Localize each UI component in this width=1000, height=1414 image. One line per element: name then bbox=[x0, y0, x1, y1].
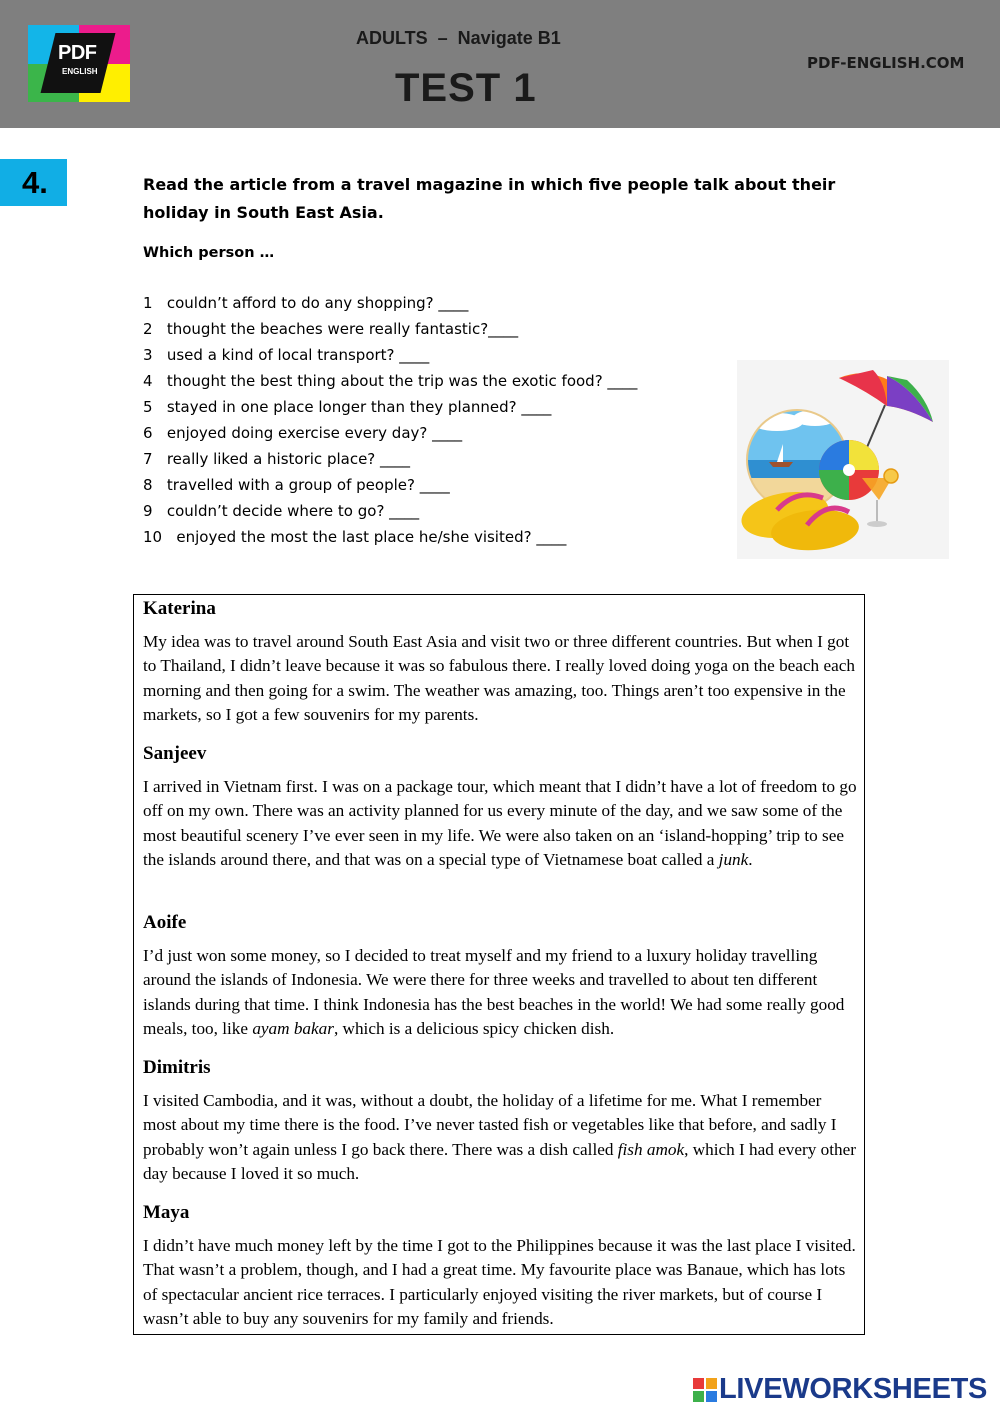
italic-term: ayam bakar bbox=[252, 1019, 334, 1039]
question-item: 2 thought the beaches were really fantastic?____ bbox=[143, 320, 519, 338]
person-text bbox=[143, 765, 859, 873]
exercise-prompt: Which person … bbox=[143, 245, 275, 261]
exercise-number: 4. bbox=[22, 165, 48, 200]
person-name: Aoife bbox=[143, 912, 187, 933]
person-section bbox=[143, 1057, 859, 1187]
beach-illustration bbox=[737, 360, 949, 559]
question-item: 9 couldn’t decide where to go? ____ bbox=[143, 502, 420, 520]
liveworksheets-grid-icon bbox=[693, 1378, 717, 1402]
header-subtitle: ADULTS – Navigate B1 bbox=[356, 28, 561, 48]
person-section bbox=[143, 598, 859, 728]
exercise-instruction: Read the article from a travel magazine in which five people talk about their holiday in South East Asia. bbox=[143, 175, 836, 222]
person-text-part: , which is a delicious spicy chicken dish. bbox=[333, 1019, 615, 1039]
question-item: 4 thought the best thing about the trip was the exotic food? ____ bbox=[143, 372, 638, 390]
logo-text-english: ENGLISH bbox=[62, 67, 98, 76]
question-item: 3 used a kind of local transport? ____ bbox=[143, 346, 430, 364]
question-item: 6 enjoyed doing exercise every day? ____ bbox=[143, 424, 463, 442]
person-section bbox=[143, 912, 859, 1042]
person-section bbox=[143, 743, 859, 873]
italic-term: fish amok bbox=[617, 1139, 685, 1159]
site-name: PDF-ENGLISH.COM bbox=[807, 54, 965, 72]
person-text: I didn’t have much money left by the time I got to the Philippines because it was the last place I visited. That wasn’t a problem, though, and I had a great time. My favourite place was Banaue, which has lots of spectacular ancient rice terraces. I particularly enjoyed visiting the river markets, but of course I wasn’t able to buy any souvenirs for my family and friends. bbox=[143, 1236, 856, 1329]
question-item: 10 enjoyed the most the last place he/she visited? ____ bbox=[143, 528, 567, 546]
article-box bbox=[133, 594, 865, 1335]
logo-text-pdf: PDF bbox=[58, 42, 97, 64]
person-name: Maya bbox=[143, 1202, 190, 1223]
exercise-number-badge bbox=[0, 159, 67, 206]
liveworksheets-brand: LIVEWORKSHEETS bbox=[719, 1373, 988, 1405]
question-item: 7 really liked a historic place? ____ bbox=[143, 450, 411, 468]
person-text-part: I arrived in Vietnam first. I was on a package tour, which meant that I didn’t have a lot of freedom to go off on my own. There was an activity planned for us every minute of the day, and we saw some of the most beautiful scenery I’ve ever seen in my life. We were also taken on an ‘island-hopping’ trip to see the islands around there, and that was on a special type of Vietnamese boat called a bbox=[143, 777, 857, 870]
person-text-part: . bbox=[748, 850, 753, 870]
person-section bbox=[143, 1202, 859, 1332]
page-title: TEST 1 bbox=[395, 66, 537, 110]
person-text: My idea was to travel around South East Asia and visit two or three different countries. But when I got to Thailand, I didn’t leave because it was so fabulous there. I really loved doing yoga on the beach each morning and then going for a swim. The weather was amazing, too. Things aren’t too expensive in the markets, so I got a few souvenirs for my parents. bbox=[143, 632, 855, 725]
person-name: Dimitris bbox=[143, 1057, 211, 1078]
question-item: 1 couldn’t afford to do any shopping? ____ bbox=[143, 294, 469, 312]
person-text-part: I’d just won some money, so I decided to treat myself and my friend to a luxury holiday travelling around the islands of Indonesia. We were there for three weeks and travelled to about ten different islands during that time. I think Indonesia has the best beaches in the world! We had some really good meals, too, like bbox=[143, 946, 845, 1039]
question-item: 5 stayed in one place longer than they planned? ____ bbox=[143, 398, 552, 416]
person-text bbox=[143, 1079, 859, 1187]
italic-term: junk bbox=[718, 850, 749, 870]
page-header bbox=[0, 0, 1000, 128]
question-item: 8 travelled with a group of people? ____ bbox=[143, 476, 450, 494]
person-name: Katerina bbox=[143, 598, 216, 619]
pdf-english-logo bbox=[28, 25, 130, 102]
question-list bbox=[143, 290, 637, 550]
person-name: Sanjeev bbox=[143, 743, 207, 764]
person-text bbox=[143, 934, 859, 1042]
person-text-part: , which I had every other day because I loved it so much. bbox=[143, 1139, 856, 1184]
person-text-part: I visited Cambodia, and it was, without a doubt, the holiday of a lifetime for me. What I remember most about my time there is the food. I’ve never tasted fish or vegetables like that before, and sadly I probably won’t again unless I go back there. There was a dish called bbox=[143, 1091, 837, 1159]
